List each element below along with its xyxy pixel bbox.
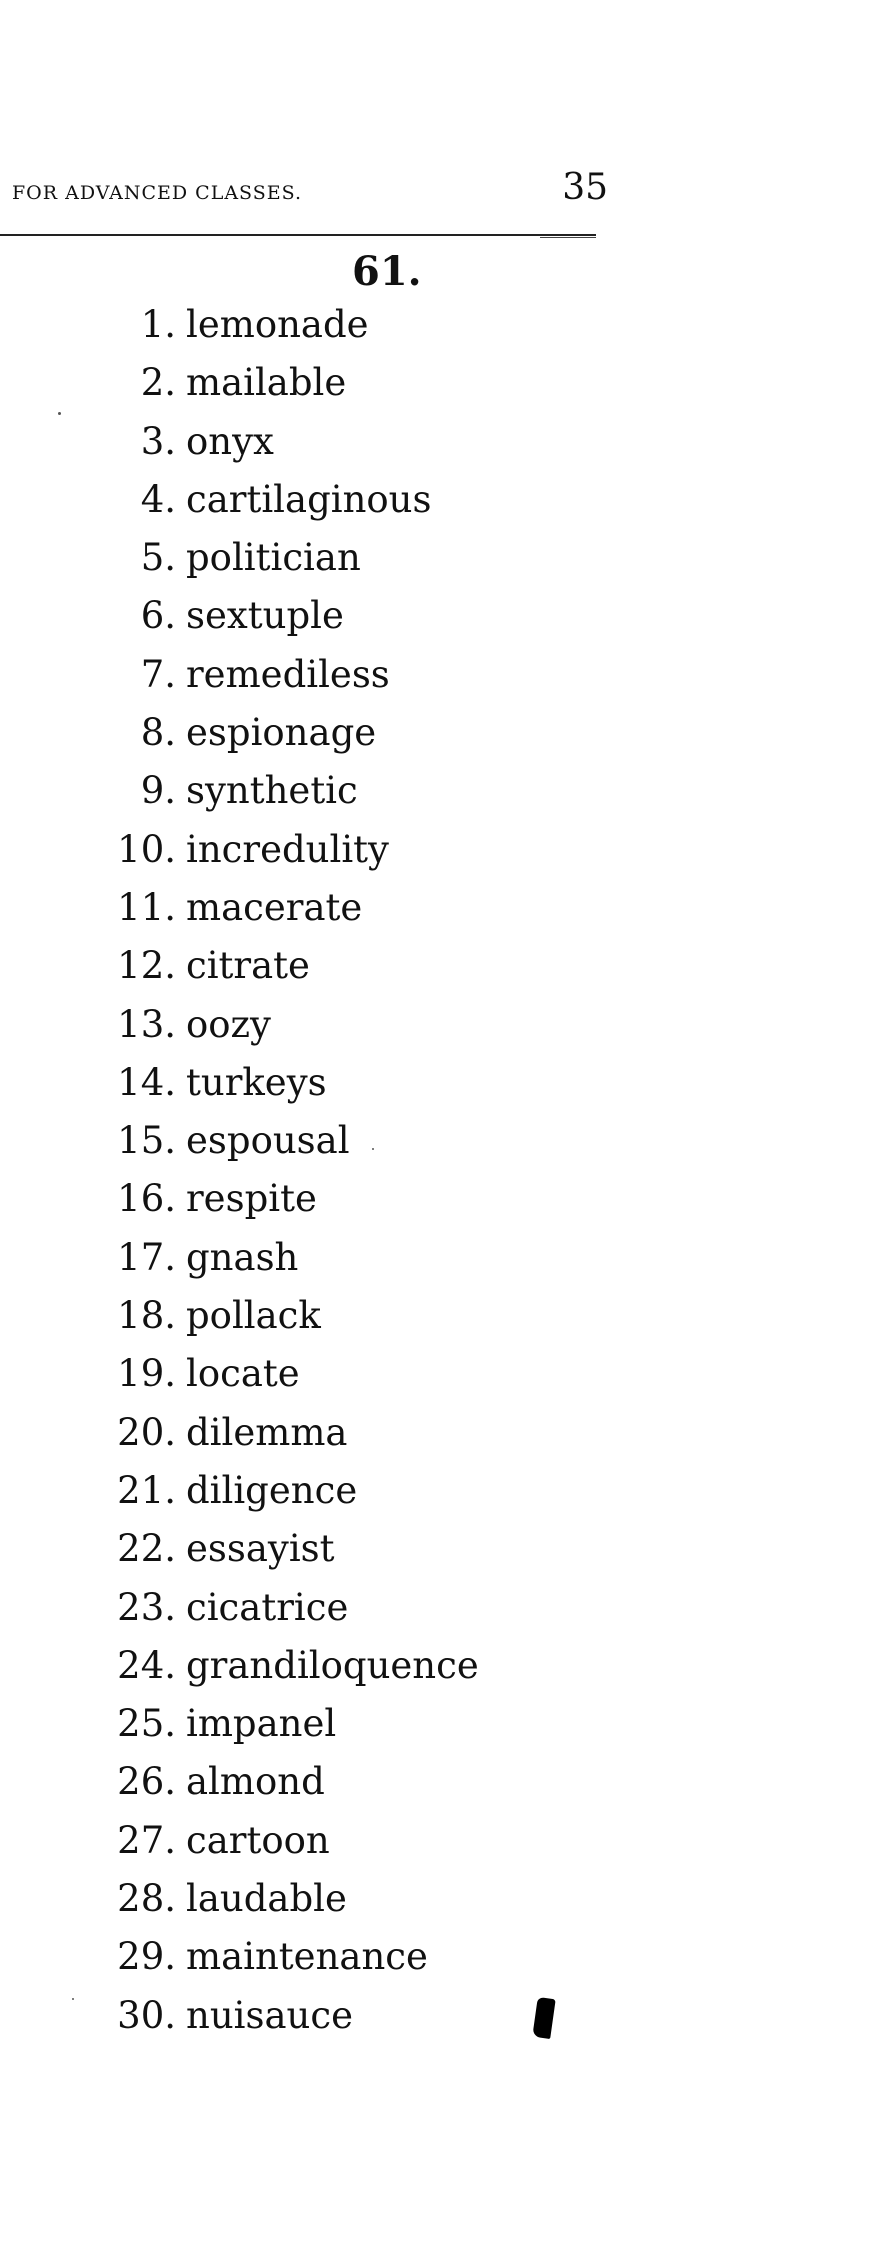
header-rule-secondary: [540, 237, 596, 238]
item-number: 17.: [117, 1235, 176, 1279]
ink-blot-mark: [532, 1997, 555, 2039]
item-number: 21.: [117, 1468, 176, 1512]
item-number: 18.: [117, 1294, 176, 1338]
item-number: 27.: [117, 1818, 176, 1862]
item-number: 22.: [117, 1527, 176, 1571]
item-word: respite: [186, 1177, 317, 1221]
item-word: synthetic: [186, 769, 358, 813]
running-header: [12, 167, 608, 218]
item-number: 7.: [140, 652, 176, 696]
item-word: sextuple: [186, 594, 344, 638]
item-number: 11.: [117, 885, 176, 929]
item-number: 19.: [117, 1352, 176, 1396]
item-word: politician: [186, 536, 361, 580]
item-number: 15.: [117, 1119, 176, 1163]
item-word: onyx: [186, 419, 274, 463]
item-number: 4.: [140, 477, 176, 521]
item-word: impanel: [186, 1702, 337, 1746]
running-title: FOR ADVANCED CLASSES.: [12, 182, 303, 204]
item-word: locate: [186, 1352, 300, 1396]
item-number: 28.: [117, 1877, 176, 1921]
item-word: grandiloquence: [186, 1643, 479, 1687]
item-number: 26.: [117, 1760, 176, 1804]
item-number: 8.: [140, 711, 176, 755]
item-number: 2.: [140, 361, 176, 405]
item-word: oozy: [186, 1002, 271, 1046]
item-word: lemonade: [186, 303, 369, 346]
item-number: 6.: [140, 594, 176, 638]
item-word: cartoon: [186, 1818, 330, 1862]
item-word: essayist: [186, 1527, 335, 1571]
item-number: 14.: [117, 1060, 176, 1104]
paper-speck: [72, 1998, 74, 2000]
item-word: citrate: [186, 944, 310, 988]
page-number: 35: [562, 167, 608, 208]
item-number: 9.: [140, 769, 176, 813]
item-word: pollack: [186, 1294, 321, 1338]
item-number: 5.: [140, 536, 176, 580]
item-word: diligence: [186, 1468, 358, 1512]
item-number: 24.: [117, 1643, 176, 1687]
item-number: 12.: [117, 944, 176, 988]
header-rule: [0, 234, 596, 236]
item-word: macerate: [186, 885, 363, 929]
item-number: 3.: [140, 419, 176, 463]
item-number: 16.: [117, 1177, 176, 1221]
paper-speck: [58, 412, 61, 415]
item-word: cartilaginous: [186, 477, 432, 521]
item-word: remediless: [186, 652, 390, 696]
item-word: turkeys: [186, 1060, 327, 1104]
item-word: incredulity: [186, 827, 389, 871]
item-number: 13.: [117, 1002, 176, 1046]
item-word: almond: [186, 1760, 325, 1804]
item-word: espionage: [186, 711, 377, 755]
item-word: laudable: [186, 1877, 347, 1921]
item-number: 10.: [117, 827, 176, 871]
item-word: mailable: [186, 361, 347, 405]
item-word: maintenance: [186, 1935, 428, 1979]
item-number: 30.: [117, 1993, 176, 2037]
item-number: 29.: [117, 1935, 176, 1979]
item-word: cicatrice: [186, 1585, 349, 1629]
item-number: 23.: [117, 1585, 176, 1629]
item-word: espousal: [186, 1119, 350, 1163]
item-word: gnash: [186, 1235, 299, 1279]
lesson-number: 61.: [352, 248, 422, 295]
item-number: 20.: [117, 1410, 176, 1454]
item-word: nuisauce: [186, 1993, 353, 2037]
item-number: 25.: [117, 1702, 176, 1746]
paper-speck: [372, 1148, 374, 1150]
item-word: dilemma: [186, 1410, 348, 1454]
item-number: 1.: [140, 303, 176, 346]
